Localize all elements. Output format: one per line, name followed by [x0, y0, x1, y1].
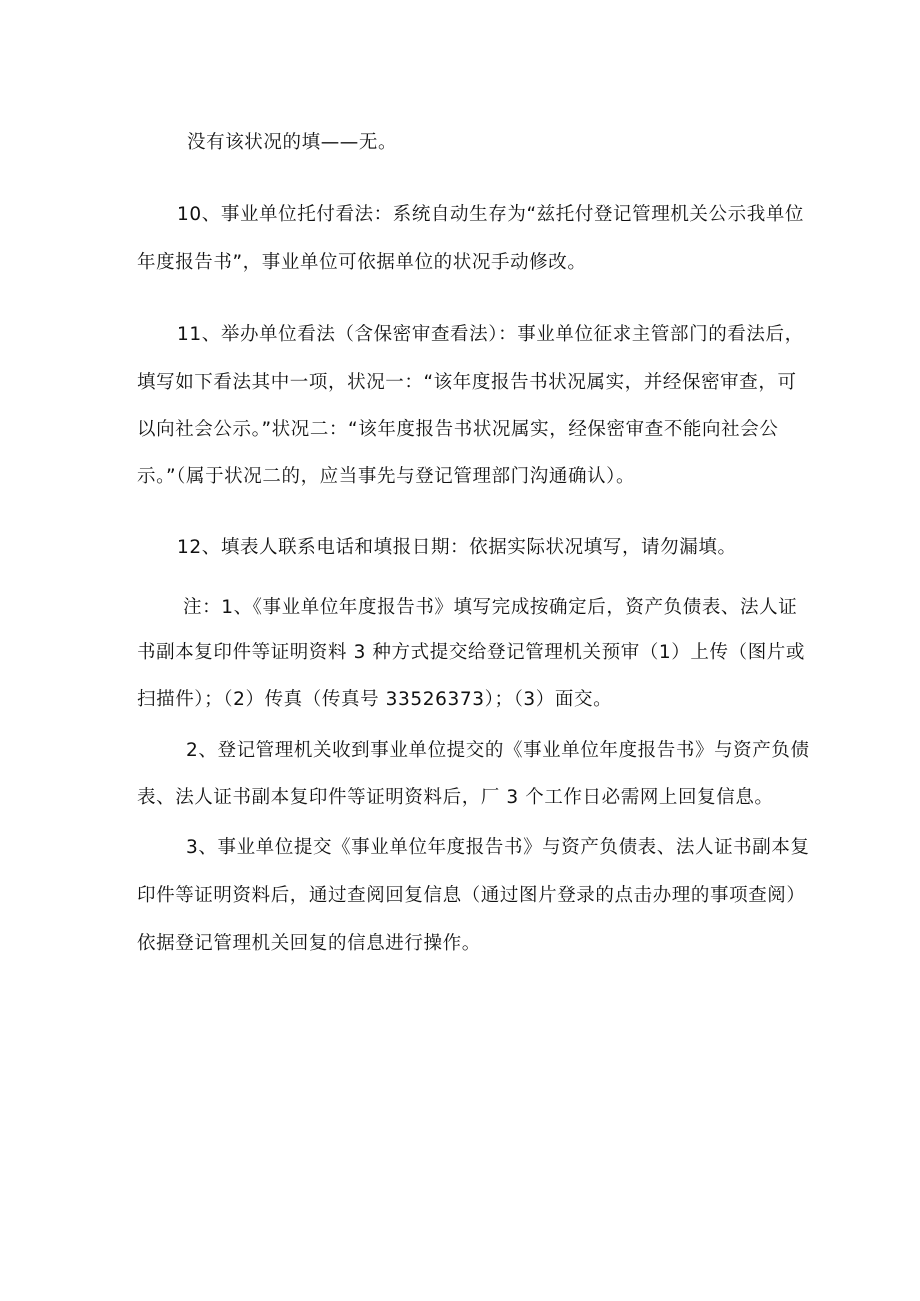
note-3-line-1: 3、事业单位提交《事业单位年度报告书》与资产负债表、法人证书副本复 — [186, 837, 810, 858]
item-11-line-1: 11、举办单位看法（含保密审查看法）：事业单位征求主管部门的看法后， — [177, 324, 804, 345]
note-3-line-2: 印件等证明资料后，通过查阅回复信息（通过图片登录的点击办理的事项查阅） — [137, 885, 806, 906]
item-10-line-1: 10、事业单位托付看法：系统自动生存为“兹托付登记管理机关公示我单位 — [177, 204, 805, 225]
note-2-line-1: 2、登记管理机关收到事业单位提交的《事业单位年度报告书》与资产负债 — [186, 740, 810, 761]
item-10-line-2: 年度报告书”，事业单位可依据单位的状况手动修改。 — [137, 252, 587, 273]
note-1-line-3: 扫描件）；（2）传真（传真号 33526373）；（3）面交。 — [137, 689, 613, 710]
note-3-line-3: 依据登记管理机关回复的信息进行操作。 — [137, 933, 481, 954]
note-1-line-1: 注：1、《事业单位年度报告书》填写完成按确定后，资产负债表、法人证 — [183, 597, 798, 618]
item-11-line-4: 示。”（属于状况二的，应当事先与登记管理部门沟通确认）。 — [137, 466, 636, 487]
note-2-line-2: 表、法人证书副本复印件等证明资料后，厂 3 个工作日必需网上回复信息。 — [137, 787, 774, 808]
item-11-line-2: 填写如下看法其中一项，状况一：“该年度报告书状况属实，并经保密审查，可 — [137, 372, 797, 393]
note-1-line-2: 书副本复印件等证明资料 3 种方式提交给登记管理机关预审（1）上传（图片或 — [137, 642, 806, 663]
item-12-line-1: 12、填表人联系电话和填报日期：依据实际状况填写，请勿漏填。 — [177, 537, 737, 558]
item-11-line-3: 以向社会公示。”状况二：“该年度报告书状况属实，经保密审查不能向社会公 — [137, 419, 779, 440]
no-situation-line: 没有该状况的填——无。 — [187, 132, 398, 153]
